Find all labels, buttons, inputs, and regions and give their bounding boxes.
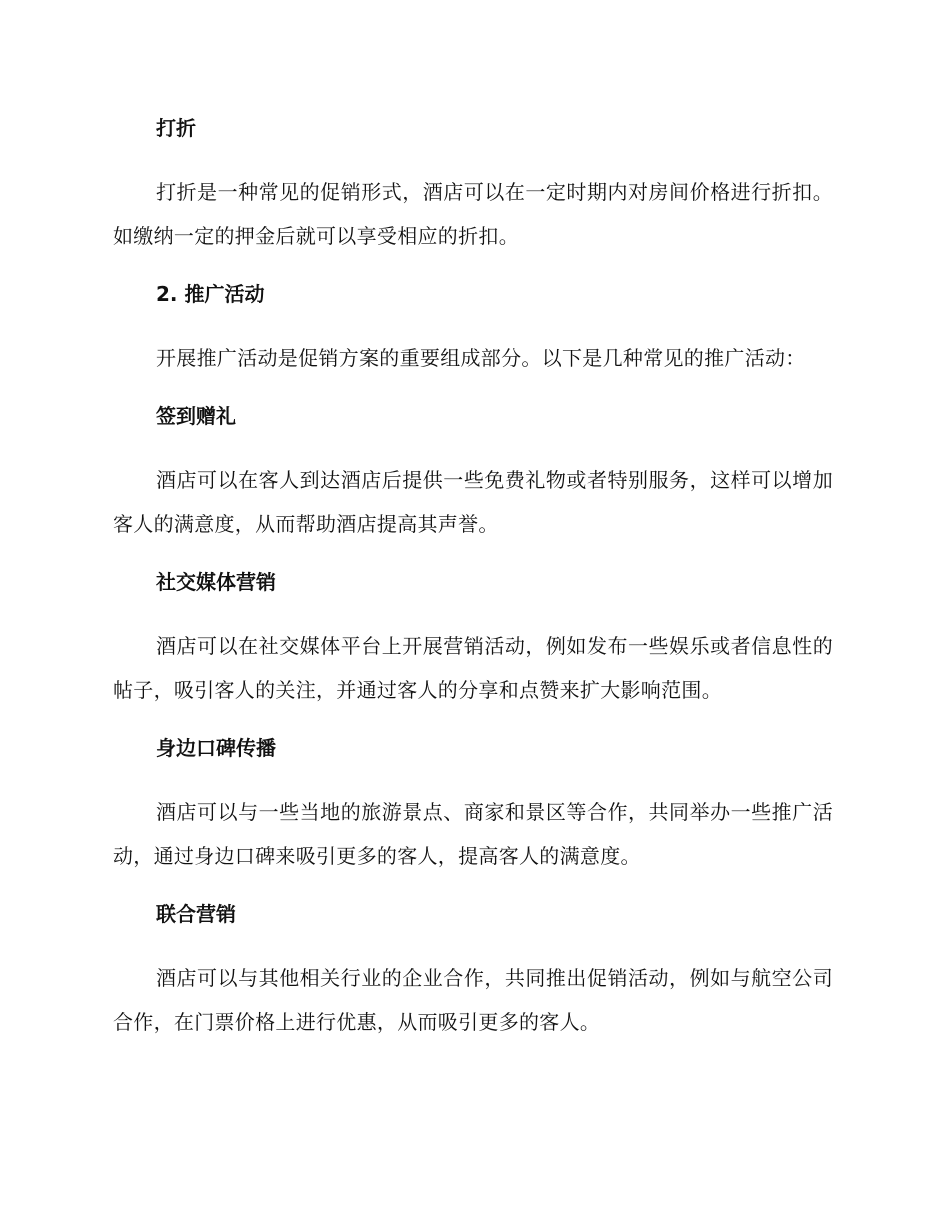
section-heading-word-of-mouth: 身边口碑传播 — [156, 736, 276, 760]
section-body-social-media-marketing: 酒店可以在社交媒体平台上开展营销活动，例如发布一些娱乐或者信息性的帖子，吸引客人的关注，并通过客人的分享和点赞来扩大影响范围。 — [113, 634, 833, 702]
document-content — [113, 112, 833, 1064]
section-heading-joint-marketing: 联合营销 — [156, 902, 236, 926]
section-body-joint-marketing: 酒店可以与其他相关行业的企业合作，共同推出促销活动，例如与航空公司合作，在门票价格上进行优惠，从而吸引更多的客人。 — [113, 966, 833, 1034]
section-body-discount: 打折是一种常见的促销形式，酒店可以在一定时期内对房间价格进行折扣。如缴纳一定的押金后就可以享受相应的折扣。 — [113, 180, 833, 248]
section-heading-discount: 打折 — [156, 116, 196, 140]
section-body-check-in-gift: 酒店可以在客人到达酒店后提供一些免费礼物或者特别服务，这样可以增加客人的满意度，从而帮助酒店提高其声誉。 — [113, 468, 833, 536]
section-heading-check-in-gift: 签到赠礼 — [156, 404, 236, 428]
section-body-word-of-mouth: 酒店可以与一些当地的旅游景点、商家和景区等合作，共同举办一些推广活动，通过身边口碑来吸引更多的客人，提高客人的满意度。 — [113, 800, 833, 868]
section-heading-social-media-marketing: 社交媒体营销 — [156, 570, 276, 594]
section-body-promotion-activities: 开展推广活动是促销方案的重要组成部分。以下是几种常见的推广活动： — [156, 346, 806, 370]
section-heading-promotion-activities: 2. 推广活动 — [156, 282, 265, 306]
